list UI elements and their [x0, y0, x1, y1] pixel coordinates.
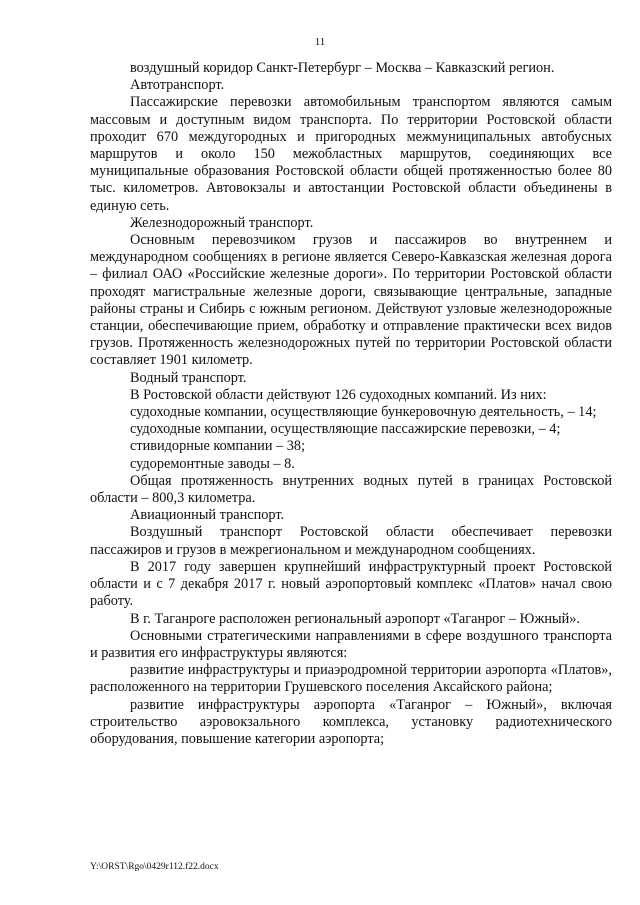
- section-heading: Железнодорожный транспорт.: [130, 214, 314, 231]
- section-heading: Водный транспорт.: [130, 369, 247, 386]
- list-item: судоходные компании, осуществляющие бункеровочную деятельность, – 14;: [130, 404, 597, 421]
- section-heading: Авиационный транспорт.: [130, 507, 285, 524]
- paragraph: В г. Таганроге расположен региональный аэропорт «Таганрог – Южный».: [130, 610, 580, 627]
- footer-file-path: Y:\ORST\Rgo\0429r112.f22.docx: [90, 862, 219, 872]
- list-item: стивидорные компании – 38;: [130, 438, 306, 455]
- list-item: судоремонтные заводы – 8.: [130, 455, 295, 472]
- list-item: развитие инфраструктуры и приаэродромной территории аэропорта «Платов», расположенного на территории Грушевского поселения Аксайского района;: [90, 662, 612, 696]
- paragraph: воздушный коридор Санкт-Петербург – Москва – Кавказский регион.: [130, 60, 555, 76]
- paragraph: Пассажирские перевозки автомобильным транспортом являются самым массовым и доступным видом транспорта. По территории Ростовской области проходит 670 междугородных и пригородных межмуниципальных автобусных маршрутов и около 150 межобластных маршрутов, соединяющих все муниципальные образования Ростовской области общей протяженностью более 80 тыс. километров. Автовокзалы и автостанции Ростовской области объединены в единую сеть.: [90, 94, 612, 214]
- paragraph: Основными стратегическими направлениями в сфере воздушного транспорта и развития его инфраструктуры являются:: [90, 627, 612, 661]
- paragraph: Общая протяженность внутренних водных путей в границах Ростовской области – 800,3 километра.: [90, 472, 612, 507]
- page-number: 11: [314, 36, 326, 48]
- paragraph: В 2017 году завершен крупнейший инфраструктурный проект Ростовской области и с 7 декабря 2017 г. новый аэропортовый комплекс «Платов» начал свою работу.: [90, 558, 612, 610]
- section-heading: Автотранспорт.: [130, 77, 225, 94]
- list-item: развитие инфраструктуры аэропорта «Таганрог – Южный», включая строительство аэровокзального комплекса, установку радиотехнического оборудования, повышение категории аэропорта;: [90, 696, 612, 747]
- paragraph: Основным перевозчиком грузов и пассажиров во внутреннем и международном сообщениях в регионе является Северо-Кавказская железная дорога – филиал ОАО «Российские железные дороги». По территории Ростовской области проходят магистральные железные дороги, связывающие центральные, западные районы страны и Сибирь с южным регионом. Действуют узловые железнодорожные станции, обеспечивающие прием, обработку и отправление практически всех видов грузов. Протяженность железнодорожных путей по территории Ростовской области составляет 1901 километр.: [90, 232, 612, 369]
- list-item: судоходные компании, осуществляющие пассажирские перевозки, – 4;: [130, 421, 561, 438]
- paragraph: В Ростовской области действуют 126 судоходных компаний. Из них:: [130, 386, 547, 403]
- paragraph: Воздушный транспорт Ростовской области обеспечивает перевозки пассажиров и грузов в межрегиональном и международном сообщениях.: [90, 524, 612, 558]
- document-body: [90, 60, 612, 748]
